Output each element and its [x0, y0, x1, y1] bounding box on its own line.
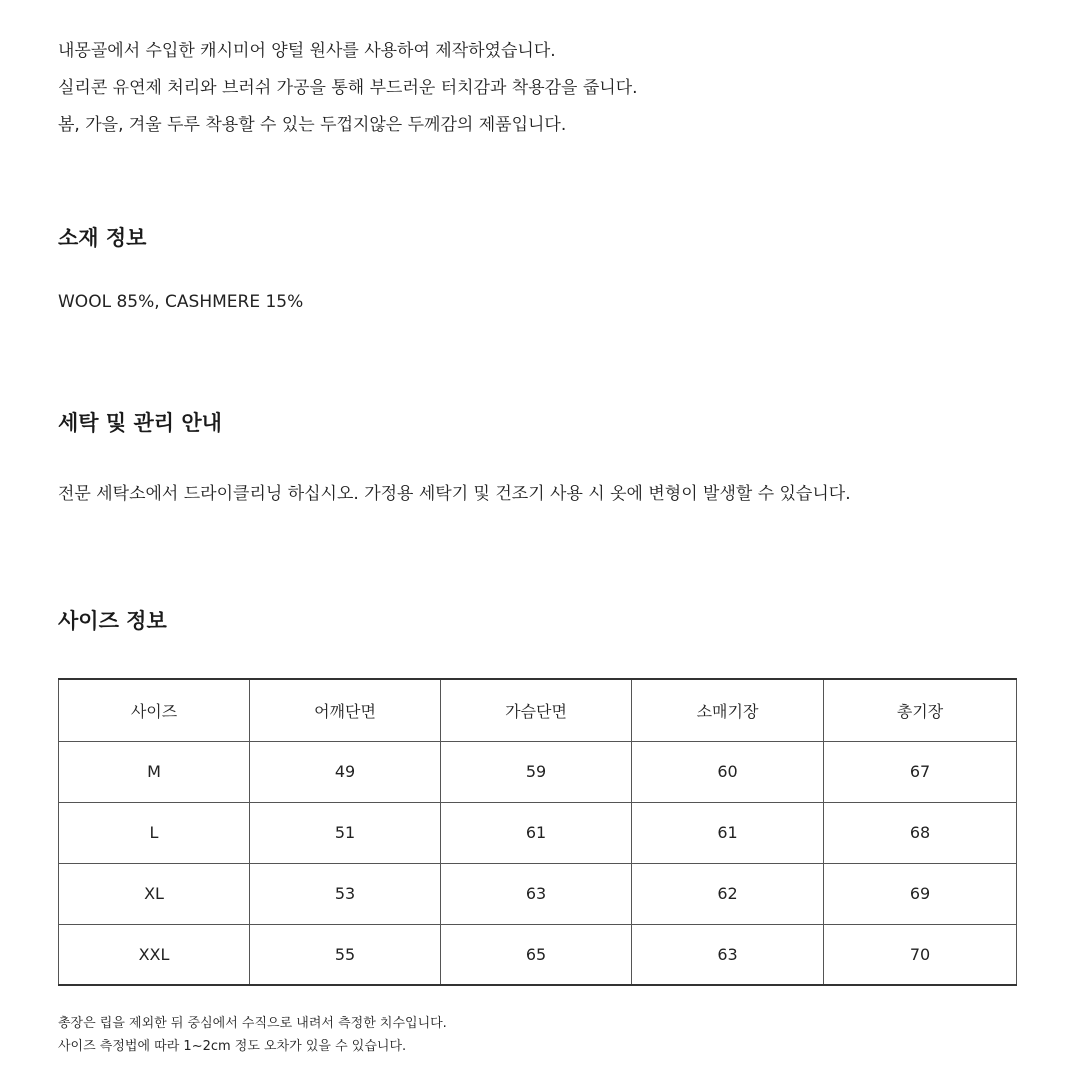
material-section-title: 소재 정보 — [58, 226, 147, 250]
table-cell: 49 — [250, 741, 441, 802]
table-header-row — [59, 679, 1017, 741]
table-row — [59, 741, 1017, 802]
table-cell: 69 — [824, 863, 1017, 924]
product-description — [58, 33, 1038, 144]
table-row — [59, 924, 1017, 985]
header-size: 사이즈 — [59, 679, 250, 741]
header-shoulder-width: 어깨단면 — [250, 679, 441, 741]
table-cell: L — [59, 802, 250, 863]
table-cell: 53 — [250, 863, 441, 924]
size-note: 사이즈 측정법에 따라 1~2cm 정도 오차가 있을 수 있습니다. — [58, 1039, 407, 1054]
table-cell: 61 — [632, 802, 824, 863]
table-cell: 61 — [441, 802, 632, 863]
description-line: 봄, 가을, 겨울 두루 착용할 수 있는 두껍지않은 두께감의 제품입니다. — [58, 115, 567, 135]
table-row — [59, 802, 1017, 863]
description-line: 실리콘 유연제 처리와 브러쉬 가공을 통해 부드러운 터치감과 착용감을 줍니다. — [58, 78, 638, 98]
header-chest-width: 가슴단면 — [441, 679, 632, 741]
size-notes — [58, 1012, 447, 1058]
table-cell: 67 — [824, 741, 1017, 802]
table-cell: M — [59, 741, 250, 802]
table-cell: 63 — [441, 863, 632, 924]
table-cell: XL — [59, 863, 250, 924]
header-sleeve-length: 소매기장 — [632, 679, 824, 741]
description-line: 내몽골에서 수입한 캐시미어 양털 원사를 사용하여 제작하였습니다. — [58, 41, 556, 61]
table-cell: 65 — [441, 924, 632, 985]
care-section-title: 세탁 및 관리 안내 — [58, 411, 222, 435]
size-section-title: 사이즈 정보 — [58, 609, 167, 633]
size-table — [58, 678, 1017, 986]
table-cell: 70 — [824, 924, 1017, 985]
table-cell: 51 — [250, 802, 441, 863]
table-cell: 59 — [441, 741, 632, 802]
table-cell: 68 — [824, 802, 1017, 863]
table-cell: 60 — [632, 741, 824, 802]
size-note: 총장은 립을 제외한 뒤 중심에서 수직으로 내려서 측정한 치수입니다. — [58, 1016, 447, 1031]
table-row — [59, 863, 1017, 924]
table-cell: 63 — [632, 924, 824, 985]
header-total-length: 총기장 — [824, 679, 1017, 741]
table-cell: XXL — [59, 924, 250, 985]
care-instructions: 전문 세탁소에서 드라이클리닝 하십시오. 가정용 세탁기 및 건조기 사용 시 옷에 변형이 발생할 수 있습니다. — [58, 484, 851, 504]
table-cell: 62 — [632, 863, 824, 924]
material-composition: WOOL 85%, CASHMERE 15% — [58, 292, 304, 312]
table-cell: 55 — [250, 924, 441, 985]
